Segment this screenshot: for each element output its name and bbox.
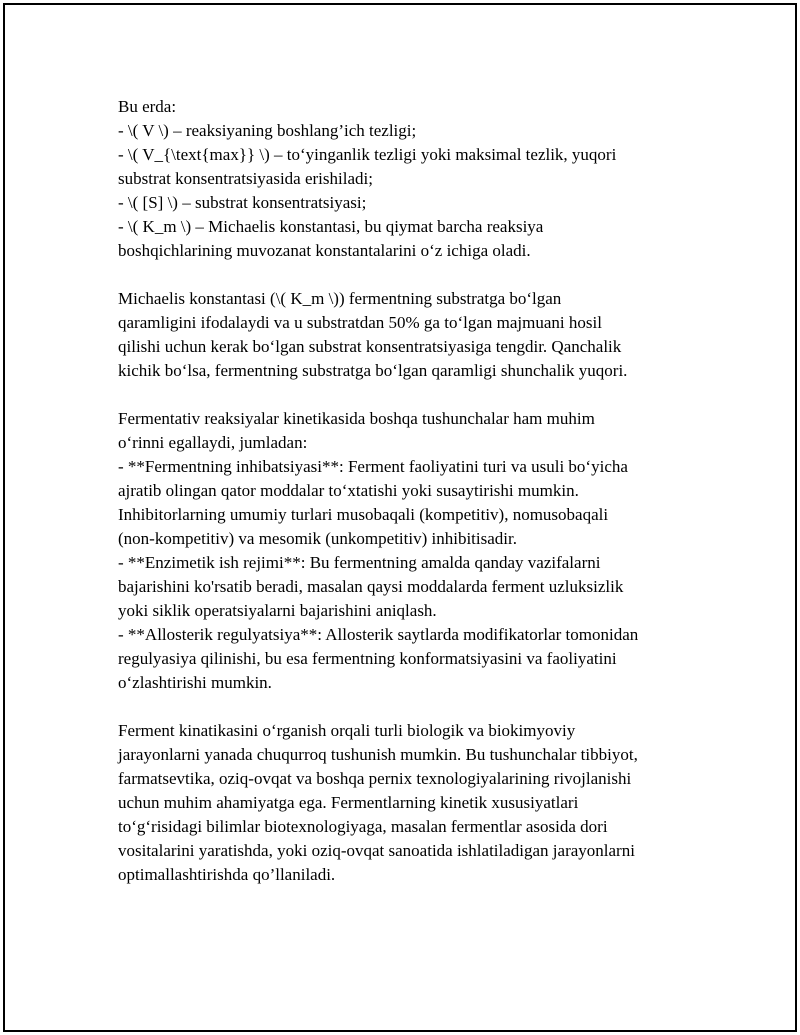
text-line: ajratib olingan qator moddalar to‘xtatishi yoki susaytirishi mumkin. <box>118 481 579 500</box>
kinetics-concepts-paragraph <box>118 407 718 695</box>
text-line: kichik bo‘lsa, fermentning substratga bo‘lgan qaramligi shunchalik yuqori. <box>118 361 628 380</box>
text-line: Inhibitorlarning umumiy turlari musobaqali (kompetitiv), nomusobaqali <box>118 505 609 524</box>
text-line: Michaelis konstantasi (\( K_m \)) fermentning substratga bo‘lgan <box>118 289 562 308</box>
text-line: yoki siklik operatsiyalarni bajarishini aniqlash. <box>118 601 437 620</box>
text-line: Fermentativ reaksiyalar kinetikasida boshqa tushunchalar ham muhim <box>118 409 595 428</box>
text-line: jarayonlarni yanada chuqurroq tushunish mumkin. Bu tushunchalar tibbiyot, <box>118 745 638 764</box>
text-line: boshqichlarining muvozanat konstantalarini o‘z ichiga oladi. <box>118 241 531 260</box>
text-line: substrat konsentratsiyasida erishiladi; <box>118 169 373 188</box>
text-line: - \( [S] \) – substrat konsentratsiyasi; <box>118 193 367 212</box>
conclusion-paragraph <box>118 719 718 887</box>
text-line: optimallashtirishda qo’llaniladi. <box>118 865 336 884</box>
text-line: to‘g‘risidagi bilimlar biotexnologiyaga, masalan fermentlar asosida dori <box>118 817 608 836</box>
text-line: o‘rinni egallaydi, jumladan: <box>118 433 308 452</box>
text-line: farmatsevtika, oziq-ovqat va boshqa pernix texnologiyalarining rivojlanishi <box>118 769 632 788</box>
text-line: - \( K_m \) – Michaelis konstantasi, bu qiymat barcha reaksiya <box>118 217 544 236</box>
text-line: uchun muhim ahamiyatga ega. Fermentlarning kinetik xususiyatlari <box>118 793 579 812</box>
text-line: vositalarini yaratishda, yoki oziq-ovqat sanoatida ishlatiladigan jarayonlarni <box>118 841 635 860</box>
text-line: Ferment kinatikasini o‘rganish orqali turli biologik va biokimyoviy <box>118 721 576 740</box>
text-line: qilishi uchun kerak bo‘lgan substrat konsentratsiyasiga tengdir. Qanchalik <box>118 337 622 356</box>
definitions-paragraph <box>118 95 718 263</box>
text-line: - \( V_{\text{max}} \) – to‘yinganlik tezligi yoki maksimal tezlik, yuqori <box>118 145 617 164</box>
document-body <box>118 95 718 911</box>
text-line: bajarishini ko'rsatib beradi, masalan qaysi moddalarda ferment uzluksizlik <box>118 577 624 596</box>
text-line: - \( V \) – reaksiyaning boshlang’ich tezligi; <box>118 121 417 140</box>
michaelis-paragraph <box>118 287 718 383</box>
text-line: o‘zlashtirishi mumkin. <box>118 673 272 692</box>
text-line: - **Allosterik regulyatsiya**: Allosterik saytlarda modifikatorlar tomonidan <box>118 625 639 644</box>
text-line: Bu erda: <box>118 97 177 116</box>
text-line: qaramligini ifodalaydi va u substratdan 50% ga to‘lgan majmuani hosil <box>118 313 602 332</box>
text-line: (non-kompetitiv) va mesomik (unkompetitiv) inhibitisadir. <box>118 529 517 548</box>
text-line: - **Fermentning inhibatsiyasi**: Ferment faoliyatini turi va usuli bo‘yicha <box>118 457 628 476</box>
text-line: - **Enzimetik ish rejimi**: Bu fermentning amalda qanday vazifalarni <box>118 553 601 572</box>
text-line: regulyasiya qilinishi, bu esa fermentning konformatsiyasini va faoliyatini <box>118 649 617 668</box>
